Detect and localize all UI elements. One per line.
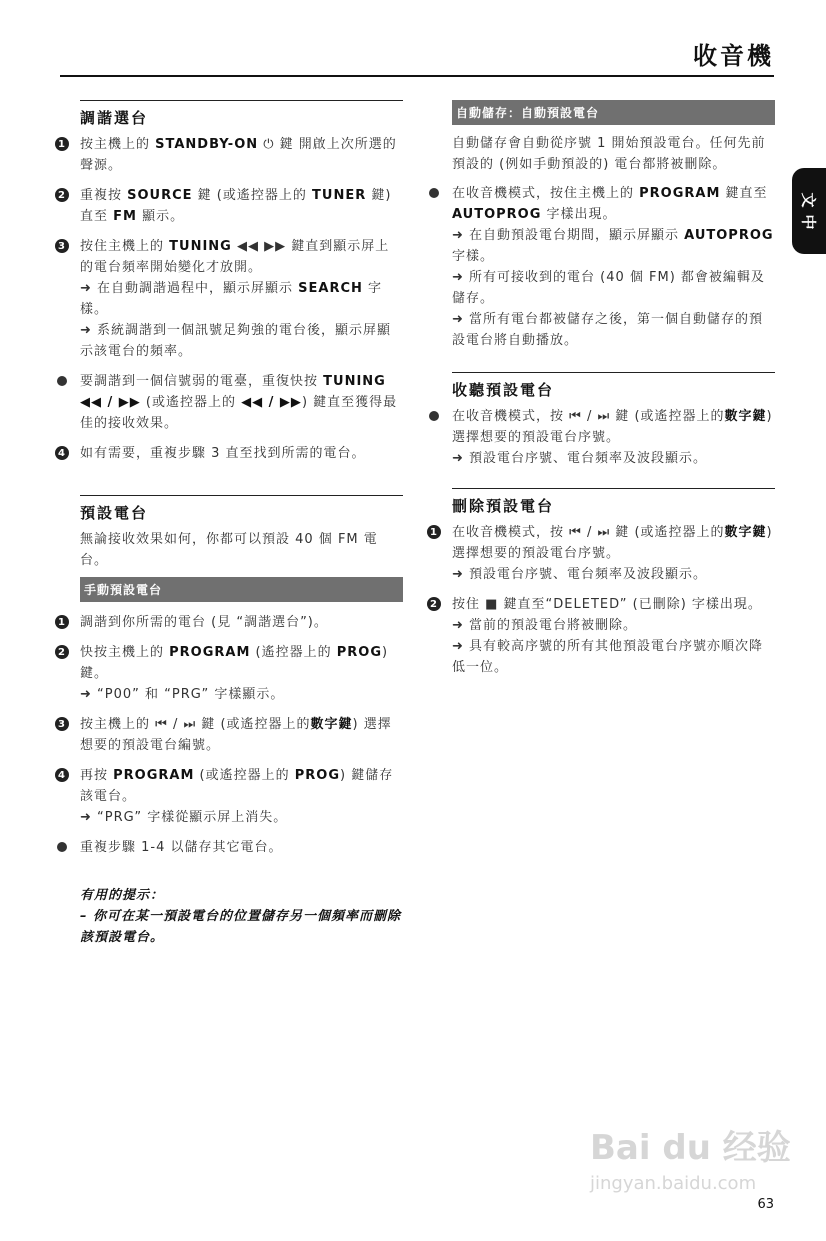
key-label: 數字鍵 <box>724 525 767 540</box>
step-number: 3 <box>55 239 69 253</box>
step-text: (或遙控器上的 <box>140 395 242 410</box>
bullet-item <box>427 183 775 351</box>
result-text: ➜ 在自動預設電台期間，顯示屏顯示 <box>452 228 685 243</box>
section-heading-listen: 收聽預設電台 <box>452 381 555 399</box>
step-text: 再按 <box>80 768 114 783</box>
key-label: PROGRAM <box>639 186 721 201</box>
step-text: (遙控器上的 <box>250 645 337 660</box>
step-item <box>427 594 775 678</box>
key-label: PROGRAM <box>169 645 251 660</box>
subsection-bar-auto: 自動儲存：自動預設電台 <box>452 100 775 125</box>
result-text: ➜ 系統調諧到一個訊號足夠強的電台後，顯示屏顯示該電台的頻率。 <box>80 323 392 359</box>
step-item <box>55 714 403 756</box>
key-label: AUTOPROG <box>452 207 542 222</box>
bullet-dot <box>429 188 439 198</box>
result-text: ➜ 具有較高序號的所有其他預設電台序號亦順次降低一位。 <box>452 639 764 675</box>
key-label: 數字鍵 <box>724 409 767 424</box>
result-text: ➜ 在自動調諧過程中，顯示屏顯示 <box>80 281 299 296</box>
key-label: TUNING <box>169 239 232 254</box>
step-number: 4 <box>55 446 69 460</box>
language-tab <box>792 168 826 254</box>
section-rule <box>452 488 775 489</box>
step-text: 快按主機上的 <box>80 645 170 660</box>
key-label: STANDBY-ON <box>155 137 259 152</box>
step-number: 3 <box>55 717 69 731</box>
intro-paragraph: 無論接收效果如何，你都可以預設 40 個 FM 電台。 <box>80 532 378 568</box>
left-column <box>55 100 403 948</box>
watermark-url: jingyan.baidu.com <box>590 1173 757 1194</box>
key-label: TUNING ◀◀ / ▶▶ <box>80 374 386 410</box>
step-text: ) 鍵直至獲得最佳的接收效果。 <box>80 395 398 431</box>
key-label: 數字鍵 <box>310 717 353 732</box>
intro-paragraph: 自動儲存會自動從序號 1 開始預設電台。任何先前預設的 (例如手動預設的) 電台都將被刪除。 <box>452 136 766 172</box>
section-heading-preset: 預設電台 <box>80 504 149 522</box>
step-text: ) 選擇想要的預設電台編號。 <box>80 717 392 753</box>
bullet-item <box>55 371 403 434</box>
step-text: 重複步驟 1-4 以儲存其它電台。 <box>80 840 283 855</box>
bullet-dot <box>57 842 67 852</box>
step-item <box>55 443 403 464</box>
step-item <box>55 185 403 227</box>
step-text: ) 鍵儲存該電台。 <box>80 768 394 804</box>
step-text: 在收音機模式，按 ⏮ / ⏭ 鍵 (或遙控器上的 <box>452 409 725 424</box>
step-text: 按主機上的 <box>80 137 156 152</box>
step-text: 調諧到你所需的電台 (見 “調諧選台”)。 <box>80 615 328 630</box>
watermark-logo <box>590 1120 791 1194</box>
step-text: 鍵) 直至 <box>80 188 392 224</box>
step-number: 1 <box>427 525 441 539</box>
step-number: 2 <box>55 645 69 659</box>
step-number: 1 <box>55 615 69 629</box>
step-item <box>55 765 403 828</box>
step-text: ) 鍵。 <box>80 645 389 681</box>
step-number: 1 <box>55 137 69 151</box>
key-label: PROG <box>294 768 341 783</box>
result-text: ➜ 預設電台序號、電台頻率及波段顯示。 <box>452 567 708 582</box>
step-text: 在收音機模式，按 ⏮ / ⏭ 鍵 (或遙控器上的 <box>452 525 725 540</box>
step-number: 4 <box>55 768 69 782</box>
result-text: ➜ 所有可接收到的電台 (40 個 FM) 都會被編輯及儲存。 <box>452 270 765 306</box>
step-text: 按住 ■ 鍵直至“DELETED” (已刪除) 字樣出現。 <box>452 597 762 612</box>
key-label: FM <box>113 209 137 224</box>
step-text: 如有需要，重複步驟 3 直至找到所需的電台。 <box>80 446 366 461</box>
step-text: 顯示。 <box>136 209 185 224</box>
bullet-item <box>427 406 775 469</box>
subsection-bar-manual: 手動預設電台 <box>80 577 403 602</box>
step-item <box>55 236 403 362</box>
step-text: ◀◀ ▶▶ 鍵直到顯示屏上的電台頻率開始變化才放開。 <box>80 239 390 275</box>
page-title: 收音機 <box>693 42 774 70</box>
step-text: 在收音機模式，按住主機上的 <box>452 186 640 201</box>
step-text: ) 選擇想要的預設電台序號。 <box>452 409 773 445</box>
key-label: PROG <box>336 645 383 660</box>
bullet-item <box>55 837 403 858</box>
result-text: ➜ “PRG” 字樣從顯示屏上消失。 <box>80 810 288 825</box>
key-label: PROGRAM <box>113 768 195 783</box>
step-text: ⏻ 鍵 開啟上次所選的聲源。 <box>80 137 397 173</box>
step-text: (或遙控器上的 <box>194 768 295 783</box>
section-rule <box>452 372 775 373</box>
result-text: ➜ “P00” 和 “PRG” 字樣顯示。 <box>80 687 285 702</box>
section-rule <box>80 495 403 496</box>
step-item <box>55 612 403 633</box>
language-tab-char-2: 中 <box>799 214 818 230</box>
key-label: ◀◀ / ▶▶ <box>241 395 302 410</box>
language-tab-char-1: 文 <box>799 192 818 208</box>
page-number: 63 <box>757 1197 774 1212</box>
right-column <box>427 100 775 687</box>
key-label: SEARCH <box>298 281 363 296</box>
step-item <box>55 642 403 705</box>
bullet-dot <box>429 411 439 421</box>
section-heading-tune: 調諧選台 <box>80 109 149 127</box>
key-label: SOURCE <box>127 188 193 203</box>
tip-title: 有用的提示： <box>80 888 165 903</box>
tip-body: – 你可在某一預設電台的位置儲存另一個頻率而刪除該預設電台。 <box>80 909 402 945</box>
result-text: ➜ 當前的預設電台將被刪除。 <box>452 618 638 633</box>
step-number: 2 <box>427 597 441 611</box>
step-text: 字樣出現。 <box>541 207 617 222</box>
result-text: 字樣。 <box>80 281 383 317</box>
step-text: 鍵直至 <box>720 186 768 201</box>
step-text: 要調諧到一個信號弱的電臺，重復快按 <box>80 374 324 389</box>
watermark-main: Bai du 经验 <box>590 1128 791 1168</box>
result-text: ➜ 當所有電台都被儲存之後，第一個自動儲存的預設電台將自動播放。 <box>452 312 764 348</box>
title-rule <box>60 75 774 77</box>
step-text: 鍵 (或遙控器上的 <box>192 188 313 203</box>
result-text: 字樣。 <box>452 249 495 264</box>
step-text: 按主機上的 ⏮ / ⏭ 鍵 (或遙控器上的 <box>80 717 311 732</box>
step-text: ) 選擇想要的預設電台序號。 <box>452 525 773 561</box>
step-item <box>427 522 775 585</box>
section-rule <box>80 100 403 101</box>
step-text: 按住主機上的 <box>80 239 170 254</box>
section-heading-delete: 刪除預設電台 <box>452 497 555 515</box>
bullet-dot <box>57 376 67 386</box>
step-item <box>55 134 403 176</box>
key-label: TUNER <box>312 188 367 203</box>
key-label: AUTOPROG <box>684 228 774 243</box>
result-text: ➜ 預設電台序號、電台頻率及波段顯示。 <box>452 451 708 466</box>
step-text: 重複按 <box>80 188 128 203</box>
step-number: 2 <box>55 188 69 202</box>
